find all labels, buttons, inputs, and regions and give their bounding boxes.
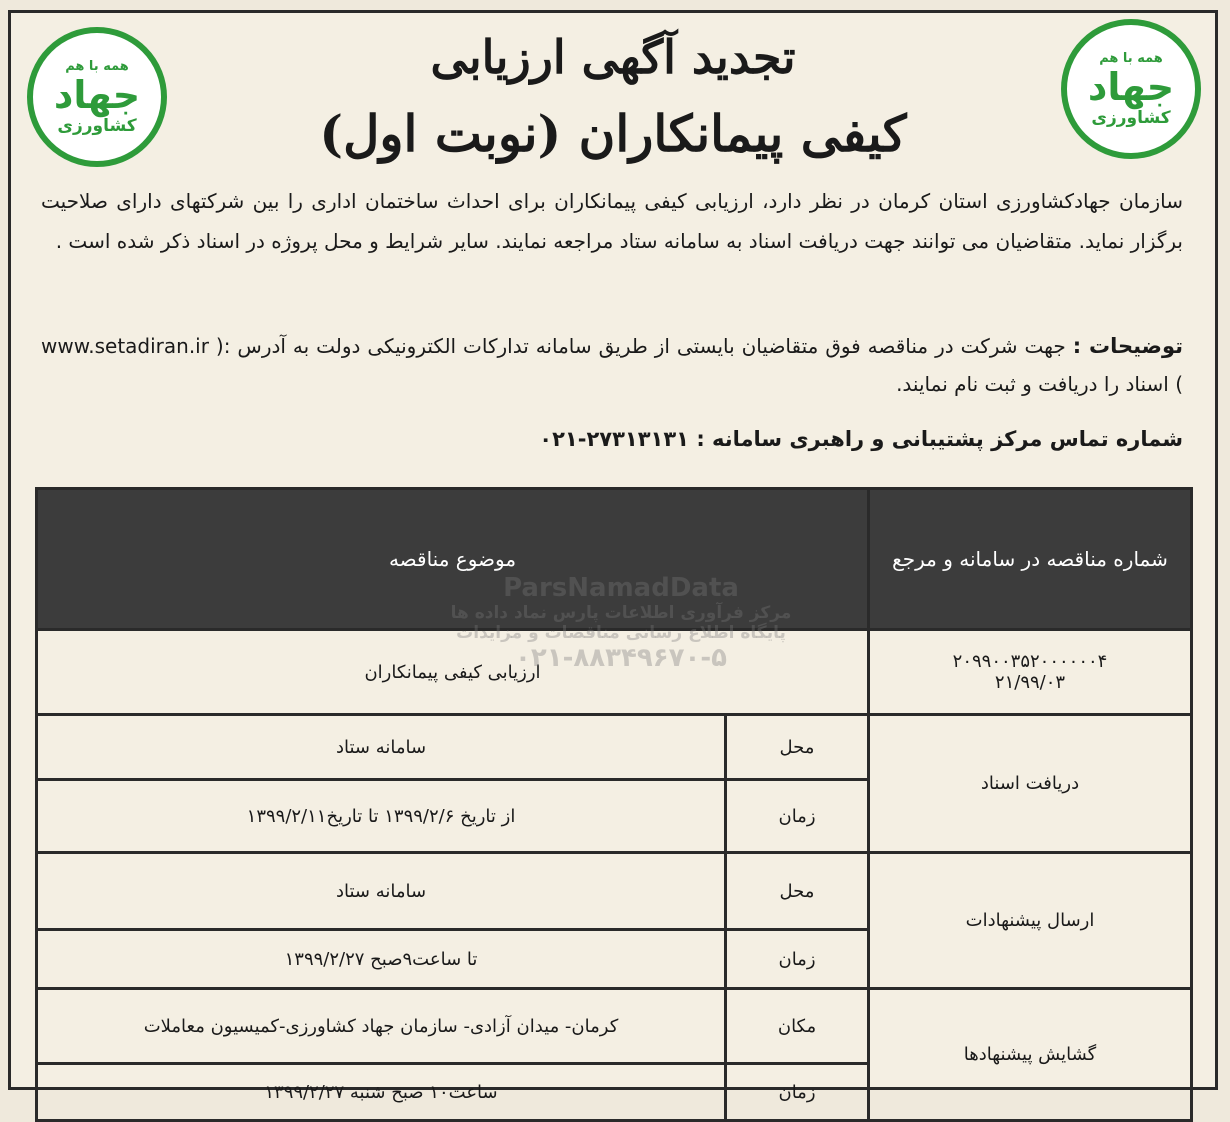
logo-name: جهاد (1087, 64, 1175, 109)
row-label: زمان (726, 780, 869, 853)
row-label: زمان (726, 930, 869, 989)
logo-slogan: همه با هم (1099, 50, 1163, 66)
table-row (37, 715, 1192, 780)
watermark-line-1: مرکز فرآوری اطلاعات پارس نماد داده ها (450, 603, 792, 623)
description-paragraph (41, 327, 1183, 403)
jihad-logo-left (27, 27, 167, 167)
table-row (37, 853, 1192, 930)
row-label: محل (726, 715, 869, 780)
row-value: تا ساعت۹صبح ۱۳۹۹/۲/۲۷ (37, 930, 726, 989)
tender-table (35, 487, 1193, 1122)
tender-notice (8, 10, 1218, 1103)
row-value: ساعت۱۰ صبح شنبه ۱۳۹۹/۲/۲۷ (37, 1064, 726, 1121)
section-documents: دریافت اسناد (869, 715, 1192, 853)
table-header-row (37, 489, 1192, 630)
jihad-logo-right (1061, 19, 1201, 159)
contact-label: شماره تماس مرکز پشتیبانی و راهبری سامانه : (696, 427, 1183, 451)
watermark-brand: ParsNamadData (503, 573, 739, 603)
title-line-2: کیفی پیمانکاران (نوبت اول) (319, 104, 907, 163)
logo-sub: کشاورزی (1091, 107, 1171, 128)
support-contact (191, 421, 1183, 457)
row-label: زمان (726, 1064, 869, 1121)
header-tender-number: شماره مناقصه در سامانه و مرجع (869, 489, 1192, 630)
logo-name: جهاد (53, 72, 141, 117)
row-value: از تاریخ ۱۳۹۹/۲/۶ تا تاریخ۱۳۹۹/۲/۱۱ (37, 780, 726, 853)
watermark-line-2: پایگاه اطلاع رسانی مناقصات و مزایدات (456, 623, 786, 643)
row-label: مکان (726, 989, 869, 1064)
description-label: توضیحات : (1072, 334, 1184, 358)
section-opening: گشایش پیشنهادها (869, 989, 1192, 1121)
table-row (37, 630, 1192, 715)
intro-paragraph: سازمان جهادکشاورزی استان کرمان در نظر دارد، ارزیابی کیفی پیمانکاران برای احداث ساختمان اداری را بین شرکتهای دارای صلاحیت برگزار نماید. متقاضیان می توانند جهت دریافت اسناد به سامانه ستاد مراجعه نمایند. سایر شرایط و محل پروژه در اسناد ذکر شده است . (41, 189, 1183, 253)
description-text: جهت شرکت در مناقصه فوق متقاضیان بایستی از طریق سامانه تدارکات الکترونیکی دولت به آدرس :( (215, 334, 1066, 358)
tender-number: ۲۰۹۹۰۰۳۵۲۰۰۰۰۰۰۴ (952, 651, 1108, 672)
section-proposals: ارسال پیشنهادات (869, 853, 1192, 989)
row-value: سامانه ستاد (37, 715, 726, 780)
tender-ref: ۲۱/۹۹/۰۳ (994, 672, 1066, 693)
subject-cell: ارزیابی کیفی پیمانکاران (37, 630, 869, 715)
tender-number-cell (869, 630, 1192, 715)
table-row (37, 989, 1192, 1064)
logo-slogan: همه با هم (65, 58, 129, 74)
row-value: سامانه ستاد (37, 853, 726, 930)
header-subject: موضوع مناقصه (37, 489, 869, 630)
watermark-phone: ۰۲۱-۸۸۳۴۹۶۷۰-۵ (514, 643, 727, 673)
setadiran-link[interactable]: www.setadiran.ir (41, 334, 209, 358)
contact-phone: ۰۲۱-۲۷۳۱۳۱۳۱ (539, 427, 690, 451)
description-tail: ) اسناد را دریافت و ثبت نام نمایند. (896, 372, 1183, 396)
row-value: کرمان- میدان آزادی- سازمان جهاد کشاورزی-کمیسیون معاملات (37, 989, 726, 1064)
title-line-1: تجدید آگهی ارزیابی (430, 30, 796, 84)
row-label: محل (726, 853, 869, 930)
logo-sub: کشاورزی (57, 115, 137, 136)
